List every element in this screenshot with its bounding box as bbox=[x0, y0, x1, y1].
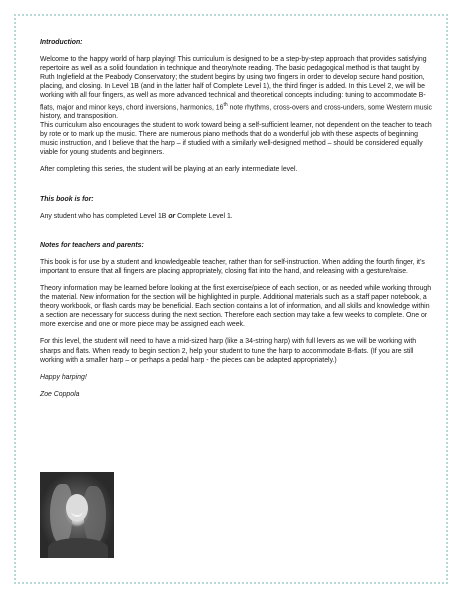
intro-paragraph-1: Welcome to the happy world of harp playing! This curriculum is designed to be a step-by-step approach that provides satisfying repertoire as well as a solid foundation in technique and theory/note reading. The basic pedagogical method is that taught by Ruth Inglefield at the Peabody Conservatory; the student begins by using two fingers in order to develop secure hand position, placing, and closing. In Level 1B (and in the latter half of Complete Level 1), the third finger is added. In this Level 2, we will be working with all four fingers, as well as more advanced technical and theoretical concepts including: tuning to accommodate B-flats, major and minor keys, chord inversions, harmonics, 16th note rhythms, cross-overs and cross-unders, some Western music history, and transposition. bbox=[40, 56, 432, 120]
intro-paragraph-2: This curriculum also encourages the student to work toward being a self-sufficient learner, not dependent on the teacher to teach by rote or to mark up the music. There are numerous piano methods that do a wonderful job with these aspects of beginning music instruction, and I believe that the harp – if studied with a similarly well-designed method – should be considered equally viable for young students and beginners. bbox=[40, 122, 432, 157]
intro-heading: Introduction: bbox=[40, 39, 83, 46]
notes-paragraph-2: Theory information may be learned before looking at the first exercise/piece of each section, or as needed while working through the material. New information for the section will be highlighted in purple. Additional materials such as a staff paper notebook, a theory workbook, or flash cards may be beneficial. Each section contains a lot of information, and all skills and knowledge within a section are necessary for success during the next section. Therefore each section may take a few weeks to complete. One or more exercise and one or more piece may be assigned each week. bbox=[40, 284, 432, 329]
photo-shoulder bbox=[48, 538, 108, 558]
for-text: Any student who has completed Level 1B or Complete Level 1. bbox=[40, 212, 233, 220]
photo-hair-right bbox=[84, 486, 106, 544]
photo-face bbox=[66, 494, 88, 522]
signature: Zoe Coppola bbox=[40, 390, 80, 398]
closing-line: Happy harping! bbox=[40, 373, 87, 381]
author-photo bbox=[40, 472, 114, 558]
document-body bbox=[40, 38, 432, 407]
for-heading: This book is for: bbox=[40, 195, 94, 203]
notes-paragraph-1: This book is for use by a student and knowledgeable teacher, rather than for self-instruction. When adding the fourth finger, it’s important to ensure that all fingers are placing appropriately, closing flat into the hand, and releasing with a gesture/raise. bbox=[40, 258, 425, 275]
notes-paragraph-3: For this level, the student will need to have a mid-sized harp (like a 34-string harp) with full levers as we will be working with sharps and flats. When ready to begin section 2, help your student to tune the harp to accommodate B-flats. (If you are still working with a smaller harp – or perhaps a pedal harp - the pieces can be adapted appropriately.) bbox=[40, 338, 417, 364]
intro-paragraph-3: After completing this series, the student will be playing at an early intermediate level. bbox=[40, 166, 298, 174]
notes-heading: Notes for teachers and parents: bbox=[40, 241, 144, 249]
